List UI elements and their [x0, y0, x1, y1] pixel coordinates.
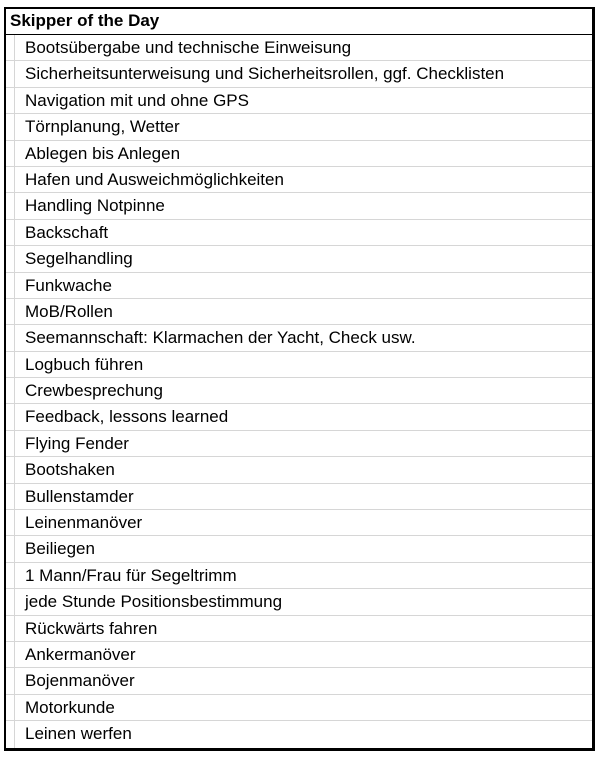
table-row — [6, 668, 592, 694]
row-indent-cell — [6, 193, 15, 218]
row-indent-cell — [6, 695, 15, 720]
table-row — [6, 114, 592, 140]
row-indent-cell — [6, 352, 15, 377]
row-item-text: Sicherheitsunterweisung und Sicherheitsrollen, ggf. Checklisten — [25, 64, 505, 84]
row-indent-cell — [6, 61, 15, 86]
row-item-text: Leinenmanöver — [25, 513, 143, 533]
row-item-text: Motorkunde — [25, 697, 115, 717]
table-row — [6, 325, 592, 351]
table-row — [6, 431, 592, 457]
table-row — [6, 193, 592, 219]
table-row — [6, 246, 592, 272]
row-indent-cell — [6, 220, 15, 245]
row-indent-cell — [6, 510, 15, 535]
table-title: Skipper of the Day — [6, 9, 592, 35]
row-indent-cell — [6, 668, 15, 693]
row-item-text: Leinen werfen — [25, 724, 132, 744]
row-indent-cell — [6, 167, 15, 192]
table-row — [6, 88, 592, 114]
row-indent-cell — [6, 589, 15, 614]
row-item-text: 1 Mann/Frau für Segeltrimm — [25, 565, 237, 585]
table-row — [6, 616, 592, 642]
row-item-text: Backschaft — [25, 222, 109, 242]
table-row — [6, 141, 592, 167]
row-indent-cell — [6, 378, 15, 403]
row-indent-cell — [6, 114, 15, 139]
row-indent-cell — [6, 563, 15, 588]
row-item-text: Segelhandling — [25, 249, 133, 269]
row-indent-cell — [6, 457, 15, 482]
table-row — [6, 484, 592, 510]
row-indent-cell — [6, 273, 15, 298]
row-item-text: Funkwache — [25, 275, 112, 295]
table-row — [6, 220, 592, 246]
table-row — [6, 273, 592, 299]
table-row — [6, 457, 592, 483]
table-row — [6, 563, 592, 589]
table-row — [6, 299, 592, 325]
table-row — [6, 721, 592, 747]
row-item-text: Törnplanung, Wetter — [25, 117, 180, 137]
row-indent-cell — [6, 616, 15, 641]
table-row — [6, 695, 592, 721]
row-item-text: Flying Fender — [25, 433, 129, 453]
row-indent-cell — [6, 246, 15, 271]
row-item-text: Ankermanöver — [25, 644, 136, 664]
row-item-text: Bootsübergabe und technische Einweisung — [25, 38, 352, 57]
row-item-text: Bullenstamder — [25, 486, 134, 506]
table-row — [6, 510, 592, 536]
table-row — [6, 589, 592, 615]
row-item-text: jede Stunde Positionsbestimmung — [25, 592, 283, 612]
row-indent-cell — [6, 141, 15, 166]
row-item-text: Ablegen bis Anlegen — [25, 143, 181, 163]
table-row — [6, 378, 592, 404]
table-row — [6, 642, 592, 668]
row-indent-cell — [6, 536, 15, 561]
row-item-text: Beiliegen — [25, 539, 95, 559]
row-item-text: MoB/Rollen — [25, 301, 113, 321]
row-item-text: Bootshaken — [25, 460, 115, 480]
row-item-text: Bojenmanöver — [25, 671, 135, 691]
table-row — [6, 536, 592, 562]
table-row — [6, 61, 592, 87]
row-indent-cell — [6, 325, 15, 350]
row-item-text: Hafen und Ausweichmöglichkeiten — [25, 169, 284, 189]
table-body — [6, 35, 592, 748]
row-item-text: Crewbesprechung — [25, 381, 163, 401]
row-indent-cell — [6, 642, 15, 667]
row-indent-cell — [6, 721, 15, 747]
row-indent-cell — [6, 404, 15, 429]
row-item-text: Feedback, lessons learned — [25, 407, 229, 427]
row-item-text: Seemannschaft: Klarmachen der Yacht, Check usw. — [25, 328, 416, 348]
row-indent-cell — [6, 431, 15, 456]
row-indent-cell — [6, 484, 15, 509]
row-indent-cell — [6, 88, 15, 113]
row-item-text: Navigation mit und ohne GPS — [25, 90, 249, 110]
table-row — [6, 352, 592, 378]
row-indent-cell — [6, 35, 15, 60]
row-item-text: Logbuch führen — [25, 354, 144, 374]
row-indent-cell — [6, 299, 15, 324]
row-item-text: Rückwärts fahren — [25, 618, 158, 638]
row-item-text: Handling Notpinne — [25, 196, 165, 216]
table-row — [6, 167, 592, 193]
table-row — [6, 404, 592, 430]
table-row — [6, 35, 592, 61]
skipper-table — [4, 7, 595, 751]
